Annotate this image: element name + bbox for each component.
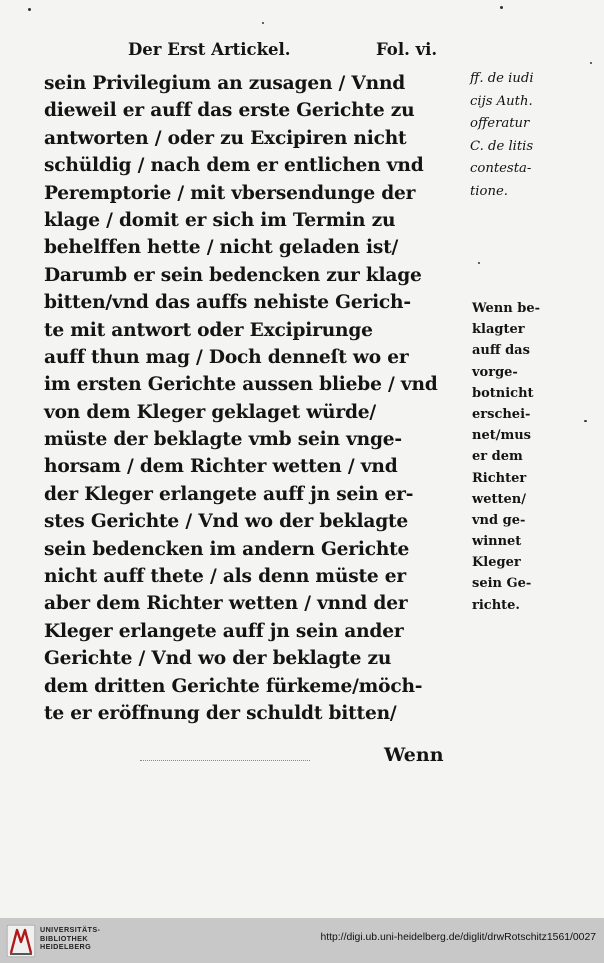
- text-line: müste der beklagte vmb sein vnge-: [44, 429, 402, 451]
- margin-line: offeratur: [470, 116, 530, 131]
- text-line: te mit antwort oder Excipirunge: [44, 319, 373, 341]
- margin-line: richte.: [472, 597, 520, 613]
- margin-line: Wenn be-: [472, 301, 540, 316]
- divider: [140, 760, 310, 761]
- text-line: dieweil er auff das erste Gerichte zu: [44, 100, 415, 122]
- source-url-link[interactable]: http://digi.ub.uni-heidelberg.de/diglit/drwRotschitz1561/0027: [320, 932, 596, 943]
- text-line: horsam / dem Richter wetten / vnd: [44, 456, 398, 478]
- margin-line: erschei-: [472, 406, 531, 422]
- viewer-footer: [0, 918, 604, 963]
- text-line: Darumb er sein bedencken zur klage: [44, 264, 422, 286]
- text-line: Peremptorie / mit vbersendunge der: [44, 182, 416, 204]
- margin-line: vorge-: [472, 364, 518, 380]
- text-line: auff thun mag / Doch denneſt wo er: [44, 346, 409, 368]
- text-line: stes Gerichte / Vnd wo der beklagte: [44, 511, 409, 533]
- text-line: behelffen hette / nicht geladen ist/: [44, 237, 399, 259]
- text-line: der Kleger erlangete auff jn sein er-: [44, 483, 414, 505]
- library-name-line: HEIDELBERG: [40, 942, 92, 952]
- text-line: schüldig / nach dem er entlichen vnd: [44, 155, 424, 177]
- ink-speck: [590, 62, 592, 64]
- margin-line: net/mus: [472, 428, 532, 444]
- library-seal-icon: [6, 924, 36, 958]
- text-line: te er eröffnung der schuldt bitten/: [44, 702, 397, 724]
- margin-line: botnicht: [472, 385, 534, 401]
- text-line: von dem Kleger geklaget würde/: [44, 401, 376, 423]
- margin-note-summary: [472, 298, 540, 616]
- margin-line: vnd ge-: [472, 512, 526, 528]
- margin-line: Richter: [472, 470, 527, 486]
- margin-note-citation: [470, 68, 534, 203]
- folio-number: Fol. vi.: [376, 40, 438, 59]
- catchword: Wenn: [384, 744, 444, 766]
- margin-line: Kleger: [472, 555, 521, 571]
- margin-line: er dem: [472, 449, 523, 465]
- ink-speck: [28, 8, 31, 11]
- margin-line: sein Ge-: [472, 576, 532, 592]
- library-name-line: BIBLIOTHEK: [40, 933, 88, 943]
- library-logo[interactable]: [6, 924, 36, 958]
- text-line: Kleger erlangete auff jn sein ander: [44, 620, 404, 642]
- margin-line: C. de litis: [470, 138, 534, 154]
- library-name-line: UNIVERSITÄTS-: [40, 925, 101, 934]
- ink-speck: [500, 6, 503, 9]
- margin-line: contesta-: [470, 161, 532, 176]
- margin-line: auff das: [472, 343, 530, 359]
- text-line: sein bedencken im andern Gerichte: [44, 538, 410, 560]
- library-name: [40, 926, 100, 952]
- text-line: im ersten Gerichte aussen bliebe / vnd: [44, 374, 438, 396]
- header-title: Der Erst Artickel.: [128, 40, 291, 59]
- ink-speck: [478, 262, 480, 264]
- text-line: klage / domit er sich im Termin zu: [44, 209, 396, 231]
- running-header: [128, 40, 458, 64]
- margin-line: klagter: [472, 322, 525, 338]
- margin-line: wetten/: [472, 491, 526, 507]
- ink-speck: [262, 22, 264, 24]
- margin-line: cijs Auth.: [470, 93, 533, 109]
- text-line: antworten / oder zu Excipiren nicht: [44, 127, 407, 149]
- text-line: dem dritten Gerichte fürkeme/möch-: [44, 675, 423, 697]
- margin-line: ff. de iudi: [470, 71, 534, 86]
- text-line: nicht auff thete / als denn müste er: [44, 566, 406, 588]
- body-text: [44, 70, 468, 727]
- text-line: aber dem Richter wetten / vnnd der: [44, 593, 408, 615]
- text-line: bitten/vnd das auffs nehiste Gerich-: [44, 292, 411, 314]
- text-line: Gerichte / Vnd wo der beklagte zu: [44, 648, 392, 670]
- margin-line: winnet: [472, 534, 522, 550]
- margin-line: tione.: [470, 183, 508, 199]
- text-line: sein Privilegium an zusagen / Vnnd: [44, 73, 406, 94]
- ink-speck: [584, 420, 587, 422]
